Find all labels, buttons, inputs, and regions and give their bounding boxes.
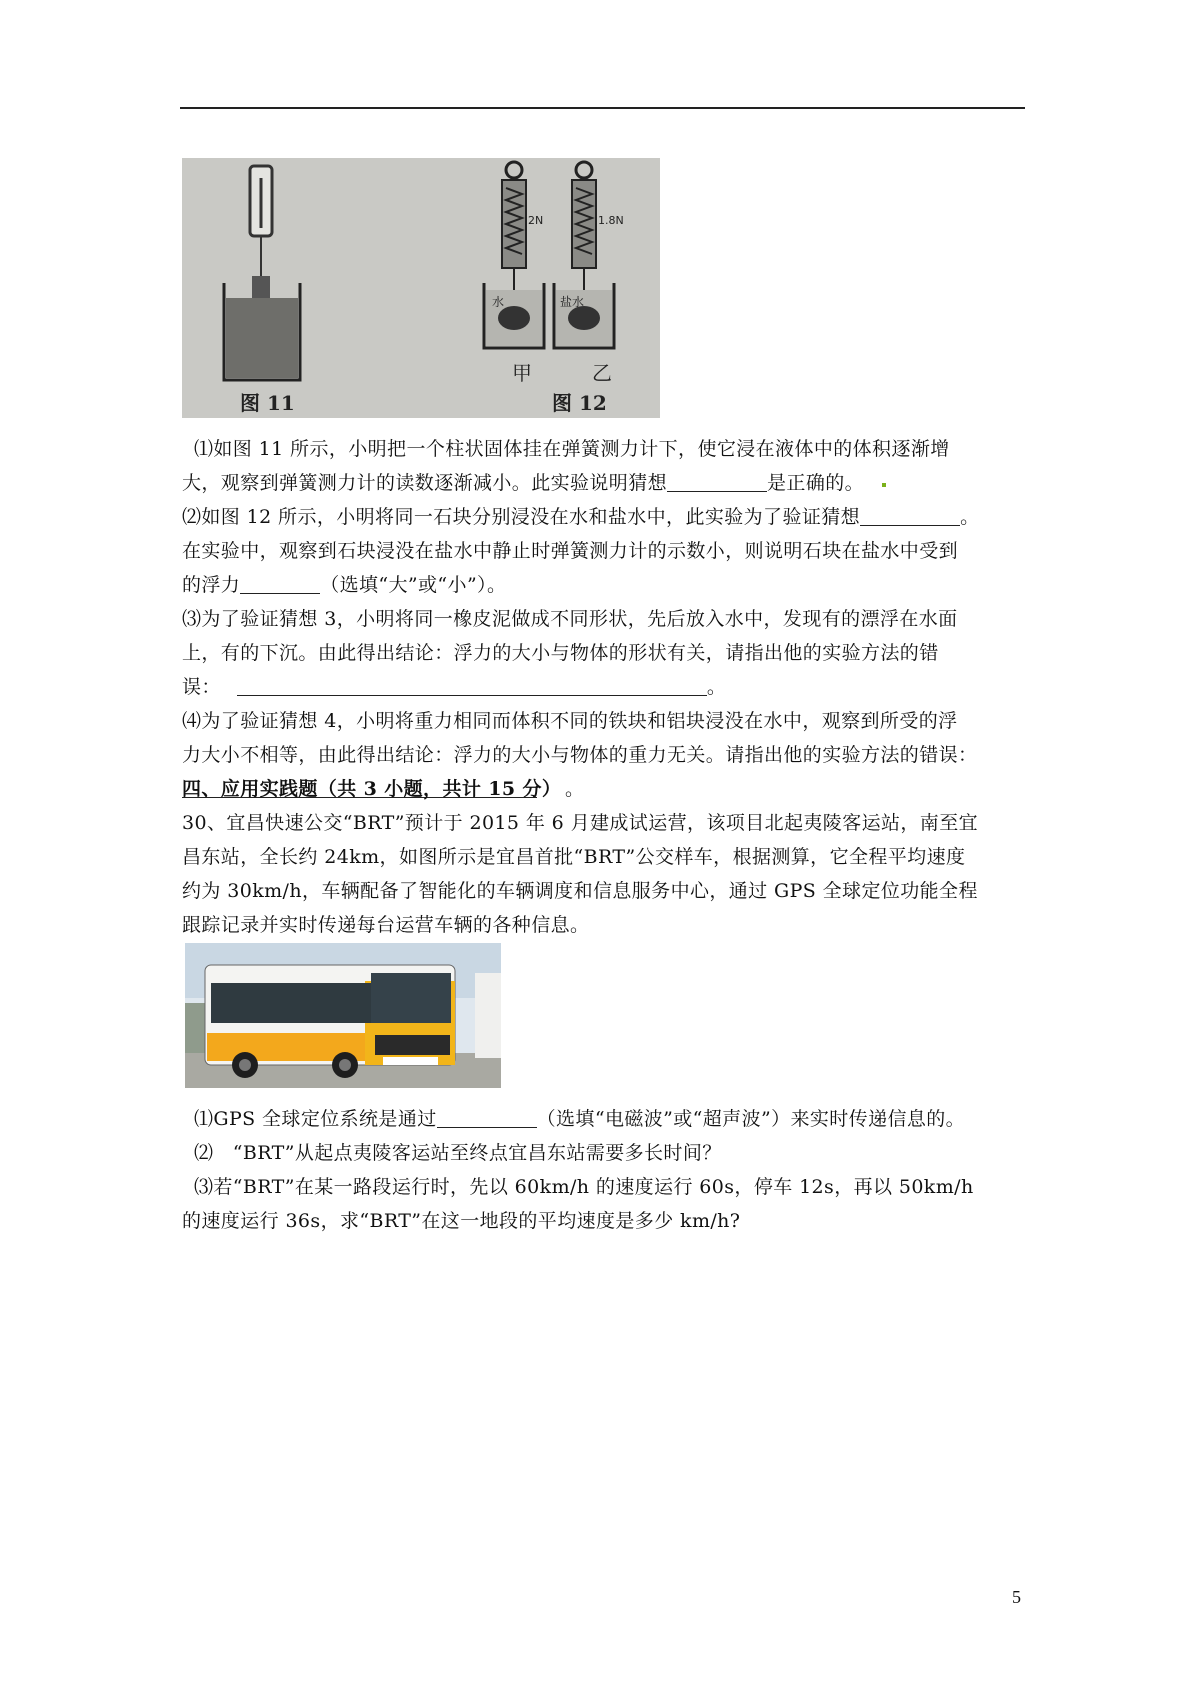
buoyancy-experiment-figure — [182, 158, 660, 418]
liquid-left-label: 水 — [492, 295, 505, 309]
q2-choice-hint: （选填“大”或“小”）。 — [320, 574, 507, 596]
buoyancy-experiment-drawing — [182, 158, 660, 418]
brt-bus-drawing — [185, 943, 501, 1088]
q1-answer-blank — [667, 469, 767, 492]
q3-period: 。 — [706, 676, 727, 698]
label-yi: 乙 — [592, 361, 612, 385]
caption-fig11: 图 11 — [240, 391, 295, 415]
q1-text: 大，观察到弹簧测力计的读数逐渐减小。此实验说明猜想 — [182, 472, 668, 494]
q30-sub2: ⑵ “BRT”从起点夷陵客运站至终点宜昌东站需要多长时间？ — [194, 1142, 722, 1164]
q3-line1: ⑶为了验证猜想 3，小明将同一橡皮泥做成不同形状，先后放入水中，发现有的漂浮在水面 — [182, 608, 958, 630]
brt-bus-photo — [185, 943, 501, 1088]
q2-line3 — [182, 568, 1024, 602]
question-30-subparts — [182, 1102, 1024, 1238]
q2-line2: 在实验中，观察到石块浸没在盐水中静止时弹簧测力计的示数小，则说明石块在盐水中受到 — [182, 540, 959, 562]
q2-period: 。 — [960, 506, 980, 528]
q30-line2: 昌东站，全长约 24km，如图所示是宜昌首批“BRT”公交样车，根据测算，它全程平均速度 — [182, 846, 966, 868]
question-29-parts — [182, 432, 1024, 806]
section-4-title: 四、应用实践题（共 3 小题，共计 15 分） — [182, 778, 562, 800]
caption-fig12: 图 12 — [552, 391, 607, 415]
q4-line2: 力大小不相等，由此得出结论：浮力的大小与物体的重力无关。请指出他的实验方法的错误： — [182, 744, 978, 766]
q30-sub3-line2: 的速度运行 36s，求“BRT”在这一地段的平均速度是多少 km/h? — [182, 1210, 741, 1232]
q3-answer-blank — [237, 673, 707, 696]
reading-right-label: 1.8N — [598, 214, 624, 227]
q2-text: ⑵如图 12 所示，小明将同一石块分别浸没在水和盐水中，此实验为了验证猜想 — [182, 506, 861, 528]
liquid-right-label: 盐水 — [560, 295, 585, 309]
q30-sub1 — [182, 1102, 1024, 1136]
q2-buoyancy-text: 的浮力 — [182, 574, 241, 596]
sub1-choice-hint: （选填“电磁波”或“超声波”）来实时传递信息的。 — [536, 1108, 966, 1130]
q2-answer-blank — [860, 503, 960, 526]
q1-line2 — [182, 466, 1024, 500]
marker-dot — [882, 483, 886, 487]
q4-period: 。 — [565, 778, 585, 800]
q1-line1: ⑴如图 11 所示，小明把一个柱状固体挂在弹簧测力计下，使它浸在液体中的体积逐渐增 — [194, 438, 950, 460]
q30-line3: 约为 30km/h，车辆配备了智能化的车辆调度和信息服务中心，通过 GPS 全球定位功能全程 — [182, 880, 978, 902]
q3-line2: 上，有的下沉。由此得出结论：浮力的大小与物体的形状有关，请指出他的实验方法的错 — [182, 642, 939, 664]
sub1-text: ⑴GPS 全球定位系统是通过 — [194, 1108, 437, 1130]
q30-line4: 跟踪记录并实时传递每台运营车辆的各种信息。 — [182, 914, 590, 936]
q3-error-label: 误： — [182, 676, 221, 698]
q1-tail: 是正确的。 — [767, 472, 865, 494]
q2-line1 — [182, 500, 1024, 534]
label-jia: 甲 — [512, 361, 532, 385]
header-rule — [180, 107, 1025, 109]
q4-line1: ⑷为了验证猜想 4，小明将重力相同而体积不同的铁块和铝块浸没在水中，观察到所受的浮 — [182, 710, 958, 732]
sub1-answer-blank — [437, 1105, 537, 1128]
reading-left-label: 2N — [528, 214, 544, 227]
section-4 — [182, 772, 1024, 942]
page-number: 5 — [1012, 1587, 1021, 1607]
q3-line3 — [182, 670, 1024, 704]
q30-sub3-line1: ⑶若“BRT”在某一路段运行时，先以 60km/h 的速度运行 60s，停车 12s，再以 50km/h — [194, 1176, 974, 1198]
q2-size-blank — [240, 571, 320, 594]
q30-line1: 30、宜昌快速公交“BRT”预计于 2015 年 6 月建成试运营，该项目北起夷陵客运站，南至宜 — [182, 812, 979, 834]
